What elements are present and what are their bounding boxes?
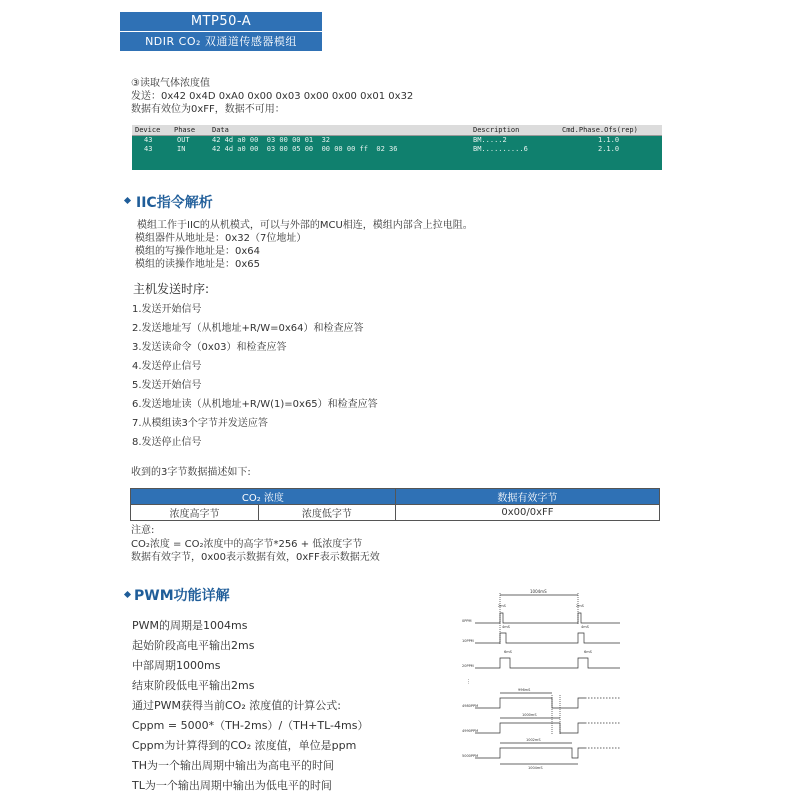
pulse-label: 4mS (502, 625, 510, 629)
sequence-step: 7.从模组读3个字节并发送应答 (132, 418, 268, 429)
row-label: 0PPM (462, 619, 472, 623)
row-label: 20PPM (462, 664, 474, 668)
row-phase: OUT (177, 136, 190, 144)
sequence-title: 主机发送时序: (133, 282, 210, 296)
sequence-step: 1.发送开始信号 (132, 304, 202, 315)
recv-description: 收到的3字节数据描述如下: (131, 467, 251, 478)
pwm-line: 通过PWM获得当前CO₂ 浓度值的计算公式: (132, 699, 341, 712)
row-device: 43 (144, 145, 153, 153)
section-bullet-icon (124, 197, 131, 204)
note-valid-byte: 数据有效字节，0x00表示数据有效，0xFF表示数据无效 (131, 552, 380, 563)
row-cmd: 1.1.0 (598, 136, 620, 144)
period-label: 1004mS (528, 766, 543, 770)
table-cell-valid-byte: 0x00/0xFF (395, 505, 659, 521)
pulse-label: 6mS (584, 650, 592, 654)
iic-line: 模组器件从地址是：0x32（7位地址） (135, 233, 307, 244)
model-subtitle: NDIR CO₂ 双通道传感器模组 (120, 32, 322, 51)
pulse-label: 2mS (498, 604, 506, 608)
col-device: Device (135, 126, 161, 134)
pwm-line: TL为一个输出周期中输出为低电平的时间 (132, 779, 332, 792)
row-label: 4980PPM (462, 704, 479, 708)
table-cell-low-byte: 浓度低字节 (258, 505, 395, 521)
pwm-line: Cppm为计算得到的CO₂ 浓度值，单位是ppm (132, 739, 357, 752)
pwm-line: TH为一个输出周期中输出为高电平的时间 (132, 759, 334, 772)
pulse-label: 2mS (576, 604, 584, 608)
pulse-label: 4mS (581, 625, 589, 629)
waveform-5000ppm (475, 748, 585, 758)
waveform-10ppm (475, 633, 620, 643)
read-step: ③读取气体浓度值 (131, 78, 210, 89)
pwm-line: 起始阶段高电平输出2ms (132, 639, 255, 652)
waveform-4990ppm (475, 723, 585, 733)
iic-section-title: IIC指令解析 (136, 195, 213, 211)
row-phase: IN (177, 145, 186, 153)
table-header-valid: 数据有效字节 (395, 489, 659, 505)
table-cell-high-byte: 浓度高字节 (131, 505, 259, 521)
row-cmd: 2.1.0 (598, 145, 620, 153)
row-data: 42 4d a0 00 03 00 05 00 00 00 00 ff 02 36 (212, 145, 398, 153)
data-bytes-table (130, 488, 660, 521)
iic-line: 模组的读操作地址是：0x65 (135, 259, 261, 270)
row-label: 5000PPM (462, 754, 479, 758)
row-label: 10PPM (462, 639, 474, 643)
row-label: 4990PPM (462, 729, 479, 733)
col-data: Data (212, 126, 229, 134)
pulse-label: 6mS (504, 650, 512, 654)
read-note: 数据有效位为0xFF，数据不可用： (131, 104, 285, 115)
iic-line: 模组工作于IIC的从机模式，可以与外部的MCU相连，模组内部含上拉电阻。 (137, 220, 473, 231)
pwm-timing-diagram (460, 585, 640, 770)
capture-row (132, 145, 662, 154)
pwm-line: PWM的周期是1004ms (132, 619, 248, 632)
pwm-line: 中部周期1000ms (132, 659, 221, 672)
table-header-co2: CO₂ 浓度 (131, 489, 396, 505)
row-device: 43 (144, 136, 153, 144)
width-label: 1000mS (522, 713, 537, 717)
read-send: 发送：0x42 0x4D 0xA0 0x00 0x03 0x00 0x00 0x01 0x32 (131, 91, 414, 102)
period-label: 1004mS (530, 589, 547, 594)
usb-capture-panel (132, 125, 662, 170)
capture-header (132, 125, 662, 136)
capture-row (132, 136, 662, 145)
note-label: 注意: (131, 525, 155, 536)
waveform-4980ppm (475, 698, 585, 708)
sequence-step: 5.发送开始信号 (132, 380, 202, 391)
model-title: MTP50-A (120, 12, 322, 31)
col-cmd: Cmd.Phase.Ofs(rep) (562, 126, 638, 134)
iic-line: 模组的写操作地址是：0x64 (135, 246, 261, 257)
col-phase: Phase (174, 126, 196, 134)
sequence-step: 6.发送地址读（从机地址+R/W(1)=0x65）和检查应答 (132, 399, 378, 410)
sequence-step: 8.发送停止信号 (132, 437, 202, 448)
width-label: 996mS (518, 688, 531, 692)
row-description: BM..........6 (473, 145, 528, 153)
waveform-0ppm (475, 613, 620, 623)
col-description: Description (473, 126, 520, 134)
ellipsis-dots: ⋮ (466, 679, 471, 685)
sequence-step: 4.发送停止信号 (132, 361, 202, 372)
sequence-step: 3.发送读命令（0x03）和检查应答 (132, 342, 287, 353)
row-data: 42 4d a0 00 03 00 00 01 32 (212, 136, 331, 144)
width-label: 1002mS (526, 738, 541, 742)
note-formula: CO₂浓度 = CO₂浓度中的高字节*256 + 低浓度字节 (131, 539, 363, 550)
pwm-section-title: PWM功能详解 (134, 588, 230, 604)
section-bullet-icon (124, 591, 131, 598)
pwm-line: Cppm = 5000*（TH-2ms）/（TH+TL-4ms） (132, 719, 369, 732)
sequence-step: 2.发送地址写（从机地址+R/W=0x64）和检查应答 (132, 323, 364, 334)
waveform-20ppm (475, 658, 620, 668)
row-description: BM.....2 (473, 136, 507, 144)
pwm-line: 结束阶段低电平输出2ms (132, 679, 255, 692)
